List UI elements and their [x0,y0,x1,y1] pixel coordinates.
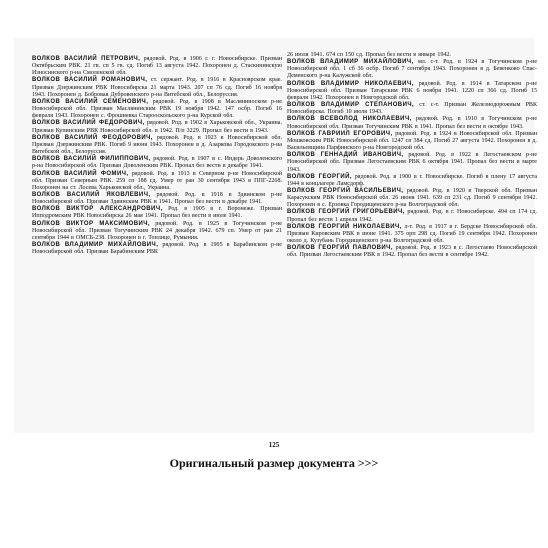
memorial-entry [287,102,537,116]
entry-text: Род. в 1905 в г. Воронеже. Призван Ипподромским РВК Новосибирска 26 мая 1941. Пропал без вести в июле 1941. [32,206,282,220]
memorial-entry [32,192,282,206]
memorial-entry [32,77,282,98]
entry-name: ВОЛКОВ ВЛАДИМИР МИХАЙЛОВИЧ, [287,59,414,66]
entry-name: ВОЛКОВ ВАСИЛИЙ ФИЛИППОВИЧ, [32,156,151,163]
entry-name: ВОЛКОВ ГЕОРГИЙ ВАСИЛЬЕВИЧ, [287,187,404,194]
original-size-link[interactable]: Оригинальный размер документа >>> [169,456,379,470]
entry-name: ВОЛКОВ ГЕОРГИЙ ГРИГОРЬЕВИЧ, [287,209,405,216]
memorial-entry [287,224,537,245]
memorial-entry [32,120,282,134]
memorial-entry [32,156,282,170]
page-number: 125 [268,441,280,449]
entry-name: ВОЛКОВ ВЛАДИМИР МИХАЙЛОВИЧ, [32,242,159,249]
entry-text: рядовой. Род. в г. Новосибирске. 494 сп 174 сд. Пропал без вести 1 апреля 1942. [287,209,537,223]
entry-text: рядовой. Род. в 1905 в Барабинском р-не Новосибирской обл. Призван Барабинским РВК [32,242,282,256]
entry-name: ВОЛКОВ ВАСИЛИЙ ПЕТРОВИЧ, [32,56,141,62]
memorial-entry [287,59,537,80]
entry-text: рядовой. Род. в 1902 в Харьковской обл., Украина. Призван Купинским РВК Новосибирской обл. в 1942. П/п 3229. Пропал без вести в 1943. [32,120,282,134]
memorial-entry [32,171,282,192]
entry-name: ВОЛКОВ ВАСИЛИЙ ФОМИЧ, [32,170,129,177]
entry-name: ВОЛКОВ ВЛАДИМИР СТЕПАНОВИЧ, [287,102,415,109]
original-size-caption [0,456,548,471]
entry-name: ВОЛКОВ ГЕННАДИЙ ИВАНОВИЧ, [287,152,404,159]
document-scan [14,38,538,449]
entry-text: рядовой. Род. в 1920 в Тверской обл. Призван Карасукским РВК Новосибирской обл. 26 июня 1941. 639 сп 231 сд. Погиб 9 сентября 1942. Похоронен в с. Ерзовка Городищенского р-на Волгоградской обл. [287,187,538,209]
entry-text: рядовой. Род. в 1910 в Тогучинском р-не Новосибирской обл. Призван Тогучинским РВК в 1941. Пропал без вести в октябре 1943. [287,116,537,130]
memorial-entry [287,131,537,152]
entry-name: ВОЛКОВ ВЛАДИМИР НИКОЛАЕВИЧ, [287,80,414,87]
memorial-entry [287,209,537,223]
memorial-entry [32,221,282,242]
memorial-entry [32,99,282,120]
entry-name: ВОЛКОВ ВИКТОР МАКСИМОВИЧ, [32,220,151,227]
entry-text: рядовой. Род. в 1923 в с. Легостаево Новосибирской обл. Призван Легостаевским РВК в 1942. Пропал без вести в сентябре 1942. [287,245,537,259]
entry-name: ВОЛКОВ ВСЕВОЛОД НИКОЛАЕВИЧ, [287,116,412,123]
entry-text: 26 июля 1941. 674 сп 150 сд. Пропал без вести в январе 1942. [287,52,451,58]
entry-name: ВОЛКОВ ГЕОРГИЙ, [287,173,352,180]
entry-name: ВОЛКОВ ВИКТОР АЛЕКСАНДРОВИЧ, [32,206,163,213]
entry-text: рядовой. Род. в 1908 в Масляниноском р-не Новосибирской обл. Призван Маслянинским РВК 19 ноября 1942. 147 осбр. Погиб 16 февраля 1943. Похоронен с. Фрошиевка Старооскольского р-на Курской обл. [32,98,282,120]
memorial-entry [287,116,537,130]
entry-text: рядовой. Род. в 1924 в Новосибирской обл. Призван Мошковским РВК Новосибирской обл. 1247 сп 384 сд. Погиб 27 августа 1942. Похоронен в д. Васильевщина Парфинского р-на Новгородской обл. [287,130,537,152]
entry-text: рядовой. Род. в 1914 в Татарском р-не Новосибирской обл. Призван Татарским РВК 6 ноября 1941. 1220 сп 366 сд. Погиб 15 февраля 1942. Похоронен в Новгородской обл. [287,80,538,101]
memorial-entry [287,152,537,173]
memorial-entry [32,206,282,220]
entry-name: ВОЛКОВ ГЕОРГИЙ ПАВЛОВИЧ, [287,245,393,252]
entry-name: ВОЛКОВ ВАСИЛИЙ ФЕДОРОВИЧ, [32,120,145,127]
entry-name: ВОЛКОВ ГАВРИИЛ ЕГОРОВИЧ, [287,130,393,137]
entry-text: рядовой. Род. в 1906 г. г. Новосибирске. Призван Октябрьским РВК. 21 гв. сп 5 гв. сд. Погиб 13 августа 1942. Похоронен д. Стаскининскую Износинского р-на Смоленской обл. [32,56,282,77]
memorial-entry [287,245,537,259]
entry-name: ВОЛКОВ ВАСИЛИЙ СЕМЕНОВИЧ, [32,98,149,105]
entry-text: мл. с-т. Род. в 1924 в Тогучинском р-не Новосибирской обл. 1 сб 36 осбр. Погиб 7 сентября 1943. Похоронен в д. Бевенково Спас-Деменского р-на Калужской обл. [287,59,537,80]
memorial-entry [32,56,282,77]
entry-text: ст. с-т. Призван Железнодорожным РВК Новосибирска. Погиб 10 июля 1943. [287,102,537,116]
entry-text: рядовой. Род. в 1922 в Легостаевском р-не Новосибирской обл. Призван Легостаевским РВК 6 октября 1941. Пропал без вести в марте 1943. [287,152,538,173]
entry-text: рядовой. Род. в 1913 в Северном р-не Новосибирской обл. Призван Северным РВК. 259 сп 188 сд. Умер от ран 30 сентября 1943 в ППГ-2268. Похоронен на ст. Лосева Харьковской обл., Украина. [32,170,282,191]
entry-text: рядовой. Род. в 1907 в с. Индерь Доволенского р-на Новосибирской обл. Призван Доволенским РВК. Пропал без вести в декабре 1941. [32,156,282,170]
entry-text: рядовой. Род. в 1900 в г. Новосибирске. Погиб в плену 17 августа 1944 в концлагере Ламсдорф. [287,173,538,187]
entry-text: рядовой. Род. в 1923 в Новосибирской обл. Призван Дзержинским РВК. Погиб 9 июня 1943. Похоронен в д. Азаркова Городокского р-на Витебской обл., Белоруссия. [32,134,283,156]
memorial-entry [32,135,282,156]
entry-name: ВОЛКОВ ВАСИЛИЙ РОМАНОВИЧ, [32,77,148,84]
right-column [287,52,537,260]
entry-name: ВОЛКОВ ГЕОРГИЙ НИКОЛАЕВИЧ, [287,223,402,230]
memorial-entry [32,242,282,256]
memorial-entry [287,81,537,102]
entry-text: рядовой. Род. в 1925 в Тогучинском р-не Новосибирской обл. Призван Тогучинским РВК 24 декабря 1942. 679 сп. Умер от ран 21 сентября 1944 в ОМСБ-238. Похоронен в г. Топлице, Румыния. [32,220,282,241]
memorial-entry [287,188,537,209]
entry-name: ВОЛКОВ ВАСИЛИЙ ЯКОВЛЕВИЧ, [32,191,151,198]
memorial-entry [287,174,537,188]
entry-text: рядовой. Род. в 1918 в Здвинском р-не Новосибирской обл. Призван Здвинским РВК в 1941. Пропал без вести в декабре 1941. [32,191,283,206]
left-column [32,56,282,256]
entry-text: ст. сержант. Род. в 1916 в Красноярском крае. Призван Дзержинским РВК Новосибирска 21 марта 1943. 207 сп 76 сд. Погиб 16 ноября 1943. Похоронен д. Бобровая Дубровенского р-на Витебской обл., Белоруссия. [32,77,283,98]
entry-text: л-т. Род. в 1917 в г. Бердске Новосибирской обл. Призван Кировским РВК в июне 1941. 375 орп 298 сд. Погиб 19 сентября 1942. Похоронен около д. Кузубань Городищенского р-на Волгоградской обл. [287,223,538,245]
entry-name: ВОЛКОВ ВАСИЛИЙ ФЕОДОРОВИЧ, [32,134,153,141]
